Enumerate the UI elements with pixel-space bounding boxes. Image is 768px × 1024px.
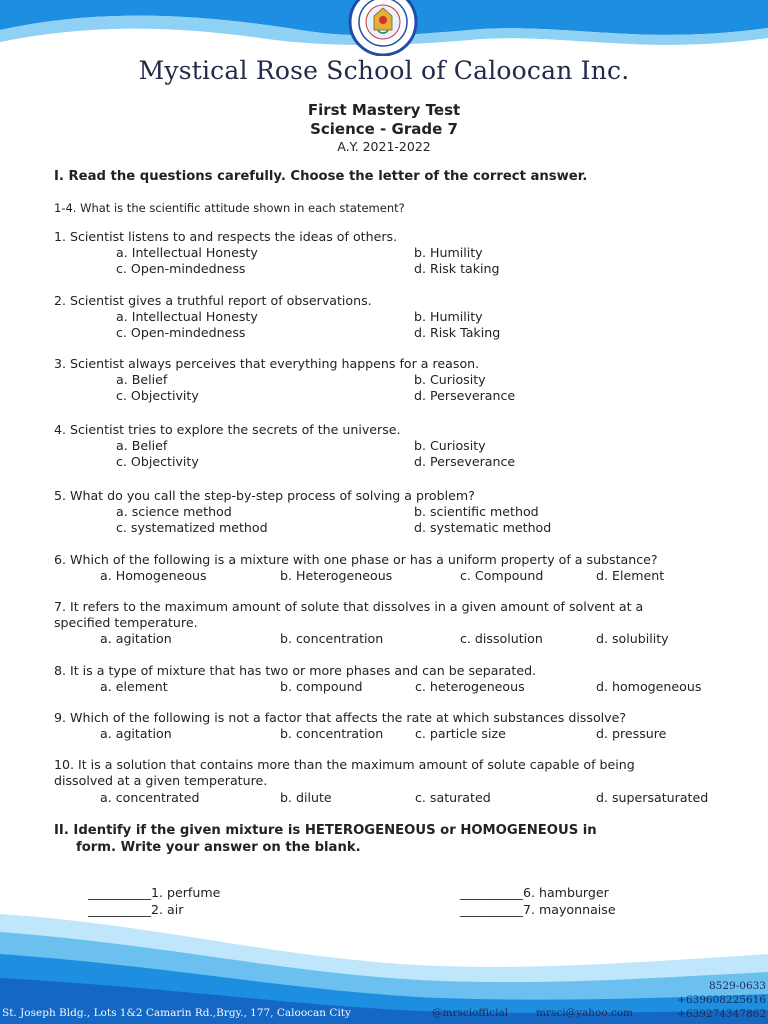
question-10: 10. It is a solution that contains more than the maximum amount of solute capable of being <box>54 757 635 772</box>
q5-option-b: b. scientific method <box>414 504 539 519</box>
q9-option-a: a. agitation <box>100 726 172 741</box>
q5-option-c: c. systematized method <box>116 520 268 535</box>
q4-option-a: a. Belief <box>116 438 168 453</box>
school-seal-logo <box>334 0 432 56</box>
group-note: 1-4. What is the scientific attitude shown in each statement? <box>54 201 405 215</box>
q7-option-a: a. agitation <box>100 631 172 646</box>
q10-option-c: c. saturated <box>415 790 491 805</box>
phone-3: +639274347862 <box>677 1008 766 1020</box>
q10-option-b: b. dilute <box>280 790 332 805</box>
q7-option-c: c. dissolution <box>460 631 543 646</box>
q5-option-d: d. systematic method <box>414 520 552 535</box>
part1-instruction: I. Read the questions carefully. Choose the letter of the correct answer. <box>54 169 588 184</box>
q2-option-a: a. Intellectual Honesty <box>116 309 258 324</box>
footer-social-handle[interactable]: @mrsciofficial <box>432 1007 509 1019</box>
answer-blank-2[interactable]: __________2. air <box>88 902 184 917</box>
q2-option-d: d. Risk Taking <box>414 325 501 340</box>
q10-option-d: d. supersaturated <box>596 790 709 805</box>
phone-1: 8529-0633 <box>709 980 766 992</box>
phone-2: +639608225616 <box>677 994 766 1006</box>
q1-option-d: d. Risk taking <box>414 261 500 276</box>
q8-option-c: c. heterogeneous <box>415 679 525 694</box>
q6-option-c: c. Compound <box>460 568 544 583</box>
q3-option-a: a. Belief <box>116 372 168 387</box>
q6-option-d: d. Element <box>596 568 665 583</box>
q4-option-c: c. Objectivity <box>116 454 199 469</box>
question-6: 6. Which of the following is a mixture with one phase or has a uniform property of a substance? <box>54 552 658 567</box>
phone-numbers <box>677 979 766 1021</box>
q1-option-c: c. Open-mindedness <box>116 261 246 276</box>
question-1: 1. Scientist listens to and respects the ideas of others. <box>54 229 398 244</box>
q4-option-b: b. Curiosity <box>414 438 486 453</box>
footer-email[interactable]: mrsci@yahoo.com <box>536 1007 634 1019</box>
school-name: Mystical Rose School of Caloocan Inc. <box>138 56 630 85</box>
q9-option-d: d. pressure <box>596 726 667 741</box>
test-title: First Mastery Test <box>307 101 461 119</box>
subject-grade: Science - Grade 7 <box>310 120 458 138</box>
answer-blank-1[interactable]: __________1. perfume <box>88 885 221 900</box>
q1-option-b: b. Humility <box>414 245 483 260</box>
part2-instruction-line2: form. Write your answer on the blank. <box>76 840 361 855</box>
answer-blank-7[interactable]: __________7. mayonnaise <box>460 902 616 917</box>
question-3: 3. Scientist always perceives that everything happens for a reason. <box>54 356 480 371</box>
q10-option-a: a. concentrated <box>100 790 200 805</box>
q9-option-c: c. particle size <box>415 726 506 741</box>
q8-option-a: a. element <box>100 679 168 694</box>
q7-option-d: d. solubility <box>596 631 669 646</box>
school-year: A.Y. 2021-2022 <box>337 139 431 154</box>
question-5: 5. What do you call the step-by-step process of solving a problem? <box>54 488 475 503</box>
q9-option-b: b. concentration <box>280 726 384 741</box>
q8-option-b: b. compound <box>280 679 363 694</box>
question-4: 4. Scientist tries to explore the secrets of the universe. <box>54 422 401 437</box>
q7-option-b: b. concentration <box>280 631 384 646</box>
q1-option-a: a. Intellectual Honesty <box>116 245 258 260</box>
q2-option-b: b. Humility <box>414 309 483 324</box>
q3-option-d: d. Perseverance <box>414 388 516 403</box>
question-2: 2. Scientist gives a truthful report of observations. <box>54 293 372 308</box>
q5-option-a: a. science method <box>116 504 232 519</box>
q2-option-c: c. Open-mindedness <box>116 325 246 340</box>
q3-option-c: c. Objectivity <box>116 388 199 403</box>
q4-option-d: d. Perseverance <box>414 454 516 469</box>
question-7: 7. It refers to the maximum amount of solute that dissolves in a given amount of solvent at a <box>54 599 644 614</box>
footer-address: St. Joseph Bldg., Lots 1&2 Camarin Rd.,Brgy., 177, Caloocan City <box>2 1007 351 1019</box>
q6-option-b: b. Heterogeneous <box>280 568 393 583</box>
q6-option-a: a. Homogeneous <box>100 568 207 583</box>
question-10-cont: dissolved at a given temperature. <box>54 773 268 788</box>
answer-blank-6[interactable]: __________6. hamburger <box>460 885 609 900</box>
q3-option-b: b. Curiosity <box>414 372 486 387</box>
part2-instruction-line1: II. Identify if the given mixture is HETEROGENEOUS or HOMOGENEOUS in <box>54 823 597 838</box>
question-9: 9. Which of the following is not a factor that affects the rate at which substances dissolve? <box>54 710 627 725</box>
question-7-cont: specified temperature. <box>54 615 198 630</box>
question-8: 8. It is a type of mixture that has two or more phases and can be separated. <box>54 663 537 678</box>
q8-option-d: d. homogeneous <box>596 679 702 694</box>
